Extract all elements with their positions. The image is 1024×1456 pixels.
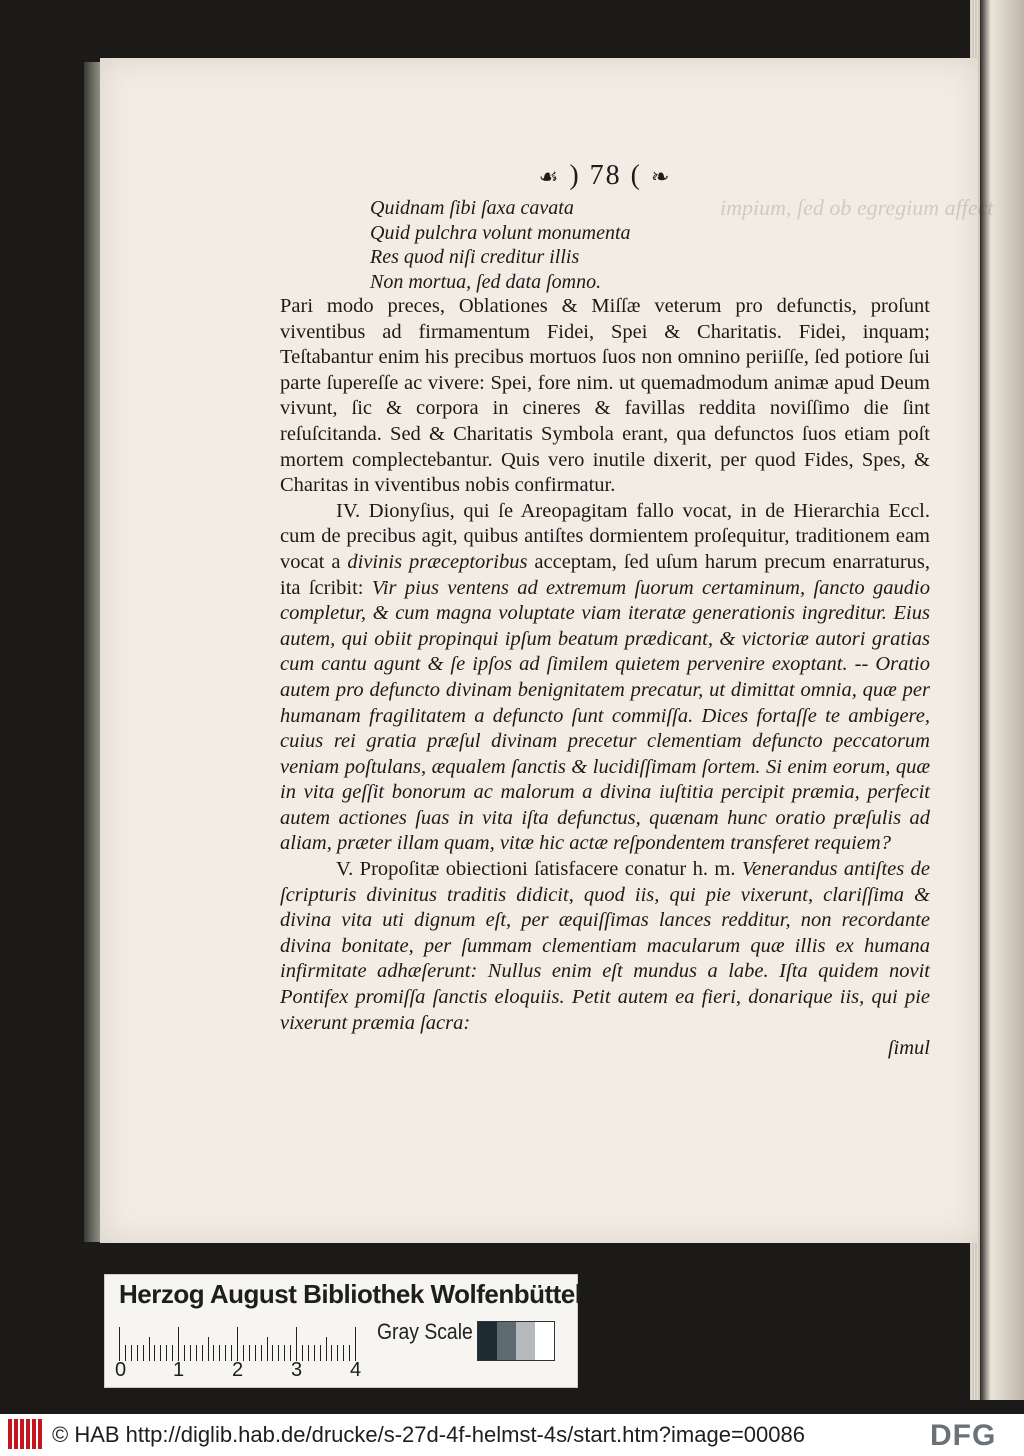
color-ruler-card <box>104 1274 582 1388</box>
ruler-tick <box>196 1345 197 1361</box>
ruler-tick <box>178 1327 179 1361</box>
ruler-tick <box>208 1337 209 1361</box>
ruler-tick <box>296 1327 297 1361</box>
ruler-tick <box>355 1327 356 1361</box>
paragraph-2-italic: divinis præceptoribus <box>347 550 528 573</box>
ruler-number: 0 <box>115 1359 127 1381</box>
show-through-text: impium, ſed ob egregium affect <box>720 195 994 220</box>
ruler-tick <box>261 1345 262 1361</box>
paragraph-3-quote: Venerandus antiſtes de ſcripturis divinitus traditis didicit, quod iis, qui pie vixerunt, clariſſima & divina vita uti dignum eſt, per æquiſſimas lances redditur, non recordante divina bonitate, per ſummam clementiam macularum quæ illis ex humana infirmitate adhæſerunt: Nullus enim eſt mundus a labe. Iſta quidem novit Pontifex promiſſa ſanctis eloquiis. Petit autem ea fieri, donarique iis, qui pie vixerunt præmia ſacra: <box>280 858 930 1034</box>
ruler-tick <box>278 1345 279 1361</box>
paragraph-2-text: IV. Dionyſius, qui ſe Areopagitam fallo vocat, in de Hierarchia Eccl. cum de precibus agit, quibus antiſtes dormientem proſequitur, traditionem eam vocat a <box>280 499 930 573</box>
ruler-number: 3 <box>291 1359 303 1381</box>
ruler-tick <box>143 1345 144 1361</box>
ruler-tick <box>284 1345 285 1361</box>
paragraph-3-text: V. Propoſitæ obiectioni ſatisfacere conatur h. m. <box>336 858 742 881</box>
gray-swatch <box>535 1322 554 1360</box>
ruler-tick <box>314 1345 315 1361</box>
paragraph-2 <box>280 499 930 857</box>
ruler-tick <box>308 1345 309 1361</box>
ruler-tick <box>160 1345 161 1361</box>
verse-line: Non mortua, ſed data ſomno. <box>370 270 602 293</box>
paragraph-1: Pari modo preces, Oblationes & Miſſæ veterum pro defunctis, proſunt viventibus ad firmamentum Fidei, Spei & Charitatis. Fidei, inquam; Teſtabantur enim his precibus mortuos ſuos non omnino periiſſe, ſed potiore ſui parte ſupereſſe ac vivere: Spei, fore nim. ut quemadmodum animæ apud Deum vivunt, ſic & corpora in cineres & favillas reddita noviſſimo die ſint reſuſcitanda. Sed & Charitatis Symbola erant, qua defunctos ſuos etiam poſt mortem complectebantur. Quis vero inutile dixerit, per quod Fides, Spes, & Charitas in viventibus nobis confirmatur. <box>280 295 930 497</box>
gray-swatch <box>497 1322 516 1360</box>
ruler-ticks <box>119 1321 369 1361</box>
ruler-tick <box>225 1345 226 1361</box>
ruler-tick <box>219 1345 220 1361</box>
paragraph-2-text-cont: acceptam, ſed uſum harum precum enarraturus, ita ſcribit: <box>280 550 930 599</box>
ruler-number: 4 <box>350 1359 362 1381</box>
gray-scale-swatches <box>477 1321 555 1361</box>
catchword: ſimul <box>887 1037 930 1060</box>
ruler-tick <box>119 1327 120 1361</box>
ruler-tick <box>166 1345 167 1361</box>
verse-line: Quidnam ſibi ſaxa cavata <box>370 197 574 219</box>
ruler-tick <box>343 1345 344 1361</box>
gray-swatch <box>478 1322 497 1360</box>
verse-line: Res quod niſi creditur illis <box>370 246 580 268</box>
ruler-tick <box>149 1337 150 1361</box>
ruler-tick <box>237 1327 238 1361</box>
ruler-tick <box>137 1345 138 1361</box>
ruler-tick <box>202 1345 203 1361</box>
gray-scale-label: Gray Scale <box>377 1319 473 1344</box>
copyright-url: © HAB http://diglib.hab.de/drucke/s-27d-4f-helmst-4s/start.htm?image=00086 <box>52 1422 805 1447</box>
ruler-tick <box>331 1345 332 1361</box>
ruler-tick <box>320 1345 321 1361</box>
verse-block <box>370 196 930 294</box>
gray-swatch <box>516 1322 535 1360</box>
ruler-tick <box>190 1345 191 1361</box>
ruler-tick <box>267 1337 268 1361</box>
ruler-number: 1 <box>173 1359 185 1381</box>
library-title: Herzog August Bibliothek Wolfenbüttel <box>119 1279 582 1309</box>
ruler-tick <box>255 1345 256 1361</box>
ornament-left-icon: ☙ <box>538 164 561 189</box>
paragraph-2-quote: Vir pius ventens ad extremum ſuorum certaminum, ſancto gaudio completur, & cum magna voluptate viam iteratæ generationis ingreditur. Eius autem, qui obiit propinqui ipſum beatum prædicant, & victoriæ autori gratias cum cantu agunt & ſe ipſos ad ſimilem quietem pervenire exoptant. -- Oratio autem pro defuncto divinam benignitatem precatur, ut dimittat omnia, quæ per humanam fragilitatem a defuncto ſunt commiſſa. Dices fortaſſe te ambigere, cuius rei gratia præſul divinam precetur clementiam defuncto peccatorum veniam poſtulans, æqualem ſanctis & lucidiſſimam ſortem. Si enim eorum, quæ in vita geſſit bonorum ac malorum a divina iuſtitia percipit præmia, perfecit autem actiones ſuas in vita iſta defunctus, quænam hunc oratio præſulis ad aliam, præter illam quam, vitæ hic actæ reſpondentem transferet requiem? <box>280 576 930 855</box>
main-text <box>280 196 930 1062</box>
ruler-tick <box>272 1345 273 1361</box>
ruler-tick <box>249 1345 250 1361</box>
ornament-right-icon: ❧ <box>650 164 672 189</box>
verse-line: Quid pulchra volunt monumenta <box>370 221 631 244</box>
ruler-tick <box>337 1345 338 1361</box>
footer-bar <box>0 1414 1024 1456</box>
ruler-tick <box>131 1345 132 1361</box>
dfg-logo: DFG <box>930 1419 997 1452</box>
hab-logo-icon <box>8 1419 42 1449</box>
ruler-tick <box>154 1345 155 1361</box>
page-number: ) 78 ( <box>569 160 642 191</box>
paragraph-3 <box>280 857 930 1036</box>
ruler-number: 2 <box>232 1359 244 1381</box>
ruler-tick <box>213 1345 214 1361</box>
ruler-tick <box>326 1337 327 1361</box>
page-header <box>525 160 685 192</box>
